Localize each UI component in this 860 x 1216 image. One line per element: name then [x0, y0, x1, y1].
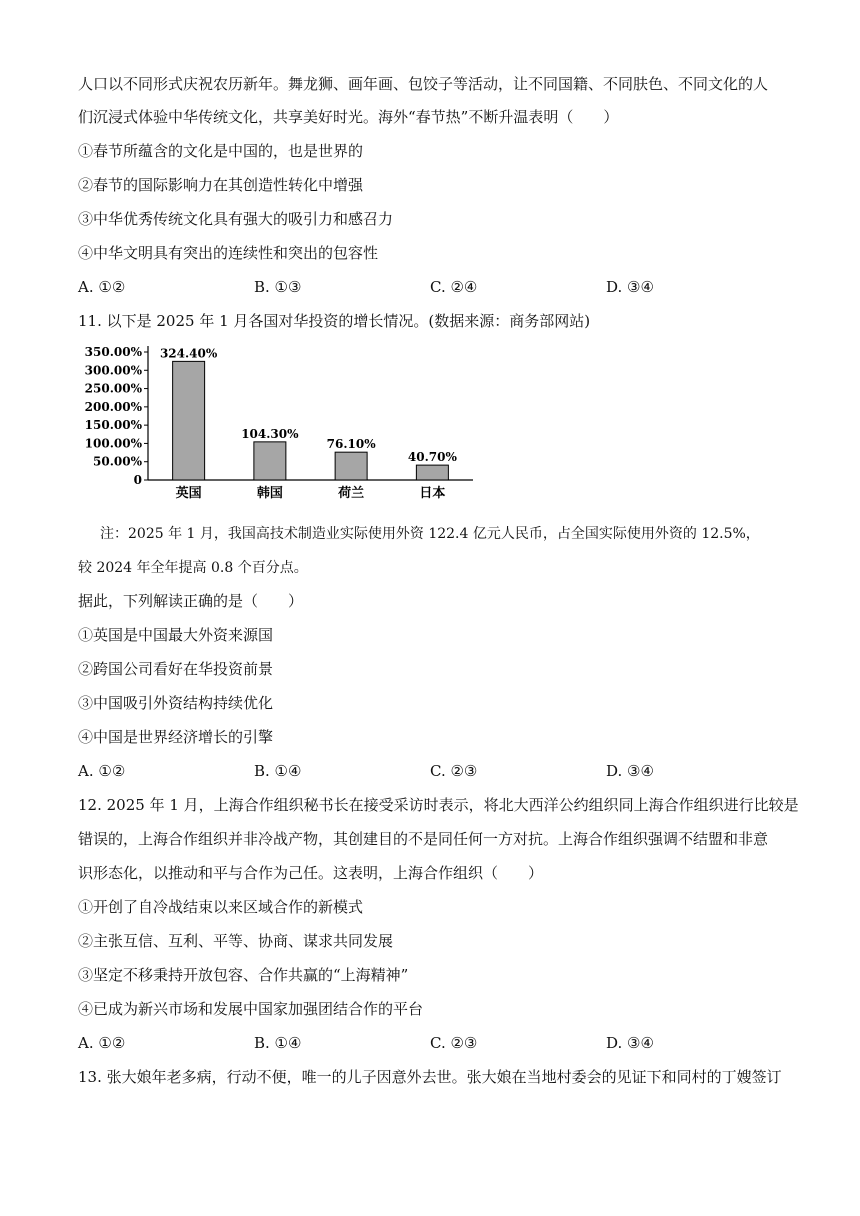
y-tick-label: 0	[133, 473, 142, 487]
q10-text-line2: 们沉浸式体验中华传统文化，共享美好时光。海外“春节热”不断升温表明（ ）	[78, 108, 619, 126]
q11-stem: 11. 以下是 2025 年 1 月各国对华投资的增长情况。(数据来源：商务部网站)	[78, 312, 591, 330]
x-category-label: 韩国	[256, 486, 283, 501]
q11-option-d: D. ③④	[606, 762, 654, 780]
q11-option-b: B. ①④	[254, 762, 302, 780]
y-tick-label: 150.00%	[84, 418, 142, 433]
y-tick-label: 350.00%	[84, 345, 142, 359]
q12-text-line2: 错误的，上海合作组织并非冷战产物，其创建目的不是同任何一方对抗。上海合作组织强调不结盟和非意	[78, 830, 769, 848]
q12-text-line3: 识形态化，以推动和平与合作为己任。这表明，上海合作组织（ ）	[78, 864, 544, 882]
q11-note-line2: 较 2024 年全年提高 0.8 个百分点。	[78, 560, 308, 576]
q12-item-3: ③坚定不移秉持开放包容、合作共赢的“上海精神”	[78, 966, 409, 984]
x-category-label: 荷兰	[338, 486, 365, 501]
q11-note-line1: 注：2025 年 1 月，我国高技术制造业实际使用外资 122.4 亿元人民币，占全国实际使用外资的 12.5%，	[100, 526, 760, 542]
q10-option-c: C. ②④	[430, 278, 478, 296]
bar-data-label: 104.30%	[241, 426, 299, 441]
q11-question: 据此，下列解读正确的是（ ）	[78, 592, 304, 610]
q10-item-2: ②春节的国际影响力在其创造性转化中增强	[78, 176, 364, 194]
y-tick-label: 250.00%	[84, 381, 142, 396]
bar	[254, 442, 286, 480]
q10-item-3: ③中华优秀传统文化具有强大的吸引力和感召力	[78, 210, 394, 228]
q10-option-a: A. ①②	[78, 278, 126, 296]
q12-option-a: A. ①②	[78, 1034, 126, 1052]
bar-data-label: 76.10%	[326, 437, 376, 452]
y-tick-label: 100.00%	[84, 436, 142, 451]
q12-text-line1: 12. 2025 年 1 月，上海合作组织秘书长在接受采访时表示，将北大西洋公约组织同上海合作组织进行比较是	[78, 796, 799, 814]
q11-item-1: ①英国是中国最大外资来源国	[78, 626, 274, 644]
y-tick-label: 50.00%	[93, 454, 142, 469]
bar	[173, 361, 205, 480]
x-category-label: 日本	[419, 486, 446, 501]
q11-option-c: C. ②③	[430, 762, 478, 780]
q11-item-3: ③中国吸引外资结构持续优化	[78, 694, 274, 712]
q12-item-1: ①开创了自冷战结束以来区域合作的新模式	[78, 898, 364, 916]
q12-item-2: ②主张互信、互利、平等、协商、谋求共同发展	[78, 932, 394, 950]
q12-option-d: D. ③④	[606, 1034, 654, 1052]
q10-option-b: B. ①③	[254, 278, 302, 296]
q11-option-a: A. ①②	[78, 762, 126, 780]
q11-item-2: ②跨国公司看好在华投资前景	[78, 660, 274, 678]
q13-text-line1: 13. 张大娘年老多病，行动不便，唯一的儿子因意外去世。张大娘在当地村委会的见证下和同村的丁嫂签订	[78, 1068, 782, 1086]
x-category-label: 英国	[175, 486, 202, 501]
q10-option-d: D. ③④	[606, 278, 654, 296]
bar-data-label: 40.70%	[407, 450, 457, 465]
y-tick-label: 300.00%	[84, 363, 142, 378]
bar	[335, 452, 367, 480]
q10-item-1: ①春节所蕴含的文化是中国的，也是世界的	[78, 142, 364, 160]
bar	[416, 465, 448, 480]
q12-option-b: B. ①④	[254, 1034, 302, 1052]
q11-item-4: ④中国是世界经济增长的引擎	[78, 728, 274, 746]
q10-text-line1: 人口以不同形式庆祝农历新年。舞龙狮、画年画、包饺子等活动，让不同国籍、不同肤色、不同文化的人	[78, 75, 769, 93]
q12-option-c: C. ②③	[430, 1034, 478, 1052]
bar-data-label: 324.40%	[159, 346, 218, 361]
investment-growth-bar-chart	[78, 340, 498, 505]
q12-item-4: ④已成为新兴市场和发展中国家加强团结合作的平台	[78, 1000, 424, 1018]
y-tick-label: 200.00%	[84, 399, 142, 414]
q10-item-4: ④中华文明具有突出的连续性和突出的包容性	[78, 244, 379, 262]
